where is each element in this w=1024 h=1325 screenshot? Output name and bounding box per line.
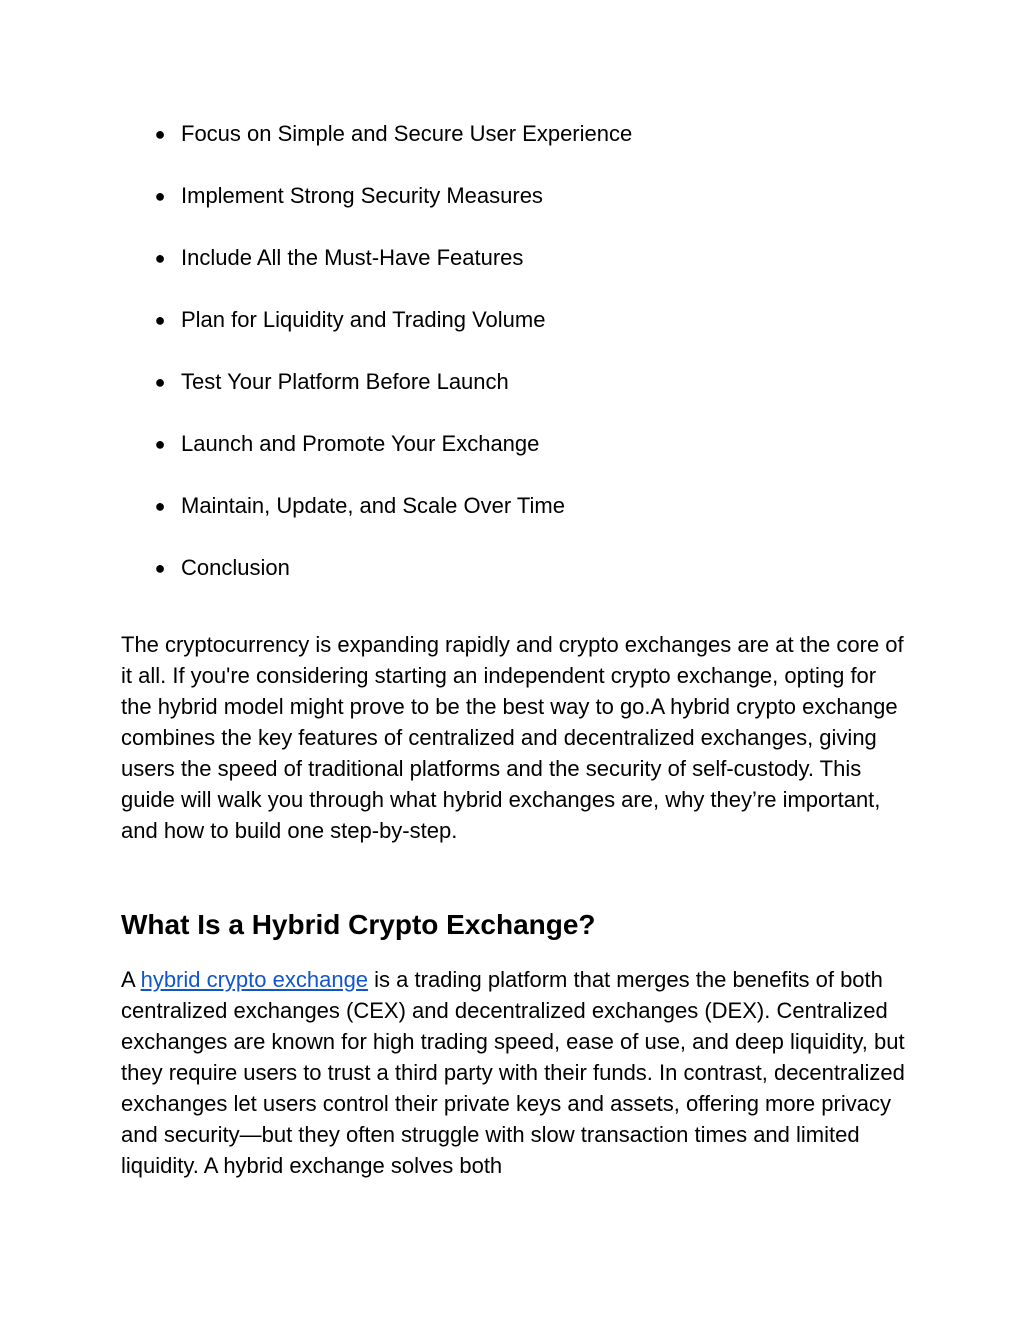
- bullet-text: Test Your Platform Before Launch: [181, 369, 509, 394]
- bullet-text: Conclusion: [181, 555, 290, 580]
- bullet-dot: ●: [154, 248, 166, 268]
- section-heading: What Is a Hybrid Crypto Exchange?: [121, 909, 596, 940]
- bullet-dot: ●: [154, 434, 166, 454]
- bullet-text: Implement Strong Security Measures: [181, 183, 543, 208]
- bullet-text: Include All the Must-Have Features: [181, 245, 524, 270]
- bullet-dot: ●: [154, 186, 166, 206]
- bullet-text: Maintain, Update, and Scale Over Time: [181, 493, 565, 518]
- bullet-dot: ●: [154, 310, 166, 330]
- body-prefix: A: [121, 967, 141, 992]
- bullet-dot: ●: [154, 124, 166, 144]
- body-rest: is a trading platform that merges the benefits of both centralized exchanges (CEX) and decentralized exchanges (DEX). Centralized exchanges are known for high trading speed, ease of use, and deep liquidity, but they require users to trust a third party with their funds. In contrast, decentralized exchanges let users control their private keys and assets, offering more privacy and security—but they often struggle with slow transaction times and limited liquidity. A hybrid exchange solves both: [121, 967, 905, 1178]
- section-body-paragraph: [121, 964, 911, 1181]
- bullet-text: Plan for Liquidity and Trading Volume: [181, 307, 546, 332]
- hybrid-crypto-exchange-link[interactable]: hybrid crypto exchange: [140, 967, 369, 992]
- intro-paragraph: The cryptocurrency is expanding rapidly and crypto exchanges are at the core of it all. If you're considering starting an independent crypto exchange, opting for the hybrid model might prove to be the best way to go.A hybrid crypto exchange combines the key features of centralized and decentralized exchanges, giving users the speed of traditional platforms and the security of self-custody. This guide will walk you through what hybrid exchanges are, why they’re important, and how to build one step-by-step.: [121, 632, 904, 843]
- bullet-text: Launch and Promote Your Exchange: [181, 431, 540, 456]
- bullet-text: Focus on Simple and Secure User Experience: [181, 121, 633, 146]
- bullet-dot: ●: [154, 558, 166, 578]
- bullet-dot: ●: [154, 372, 166, 392]
- bullet-dot: ●: [154, 496, 166, 516]
